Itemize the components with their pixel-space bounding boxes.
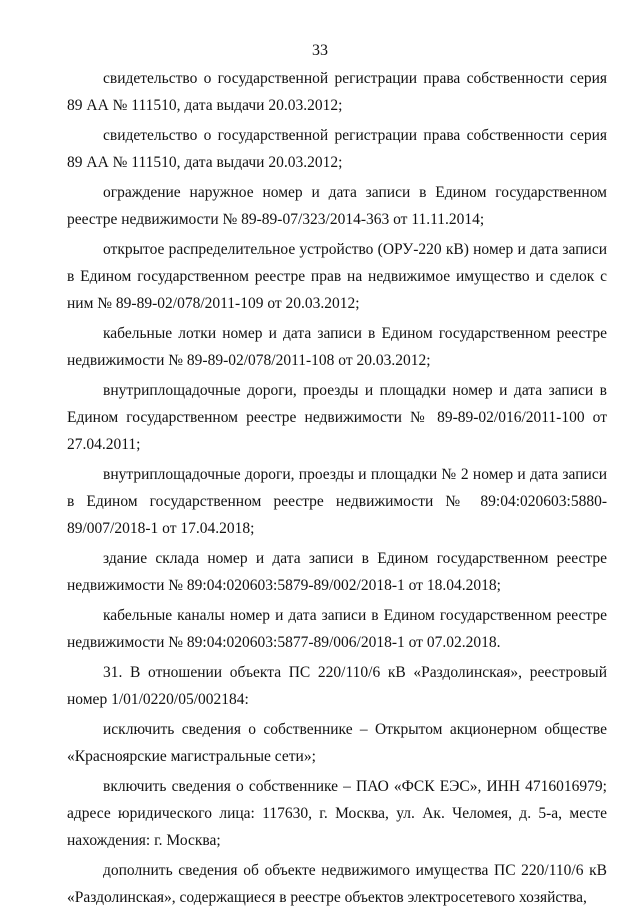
document-body bbox=[67, 62, 607, 911]
paragraph-10: 31. В отношении объекта ПС 220/110/6 кВ «Раздолинская», реестровый номер 1/01/0220/05/002184: bbox=[67, 664, 607, 708]
paragraph-9: кабельные каналы номер и дата записи в Едином государственном реестре недвижимости № 89:04:020603:5877-89/006/2018-1 от 07.02.2018. bbox=[67, 607, 607, 651]
paragraph-4: открытое распределительное устройство (ОРУ-220 кВ) номер и дата записи в Едином государственном реестре прав на недвижимое имущество и сделок с ним № 89-89-02/078/2011-109 от 20.03.2012; bbox=[67, 241, 607, 312]
paragraph-1: свидетельство о государственной регистрации права собственности серия 89 АА № 111510, дата выдачи 20.03.2012; bbox=[67, 70, 607, 114]
paragraph-7: внутриплощадочные дороги, проезды и площадки № 2 номер и дата записи в Едином государственном реестре недвижимости № 89:04:020603:5880-89/007/2018-1 от 17.04.2018; bbox=[67, 466, 607, 537]
paragraph-13: дополнить сведения об объекте недвижимого имущества ПС 220/110/6 кВ «Раздолинская», содержащиеся в реестре объектов электросетевого хозяйства, bbox=[67, 862, 607, 906]
paragraph-6: внутриплощадочные дороги, проезды и площадки номер и дата записи в Едином государственном реестре недвижимости № 89-89-02/016/2011-100 от 27.04.2011; bbox=[67, 382, 607, 453]
paragraph-8: здание склада номер и дата записи в Едином государственном реестре недвижимости № 89:04:020603:5879-89/002/2018-1 от 18.04.2018; bbox=[67, 550, 607, 594]
paragraph-12: включить сведения о собственнике – ПАО «ФСК ЕЭС», ИНН 4716016979; адресе юридического лица: 117630, г. Москва, ул. Ак. Челомея, д. 5-а, месте нахождения: г. Москва; bbox=[67, 778, 607, 849]
paragraph-3: ограждение наружное номер и дата записи в Едином государственном реестре недвижимости № 89-89-07/323/2014-363 от 11.11.2014; bbox=[67, 184, 607, 228]
page-number: 33 bbox=[312, 42, 328, 59]
paragraph-2: свидетельство о государственной регистрации права собственности серия 89 АА № 111510, дата выдачи 20.03.2012; bbox=[67, 127, 607, 171]
paragraph-11: исключить сведения о собственнике – Открытом акционерном обществе «Красноярские магистральные сети»; bbox=[67, 721, 607, 765]
paragraph-5: кабельные лотки номер и дата записи в Едином государственном реестре недвижимости № 89-89-02/078/2011-108 от 20.03.2012; bbox=[67, 325, 607, 369]
